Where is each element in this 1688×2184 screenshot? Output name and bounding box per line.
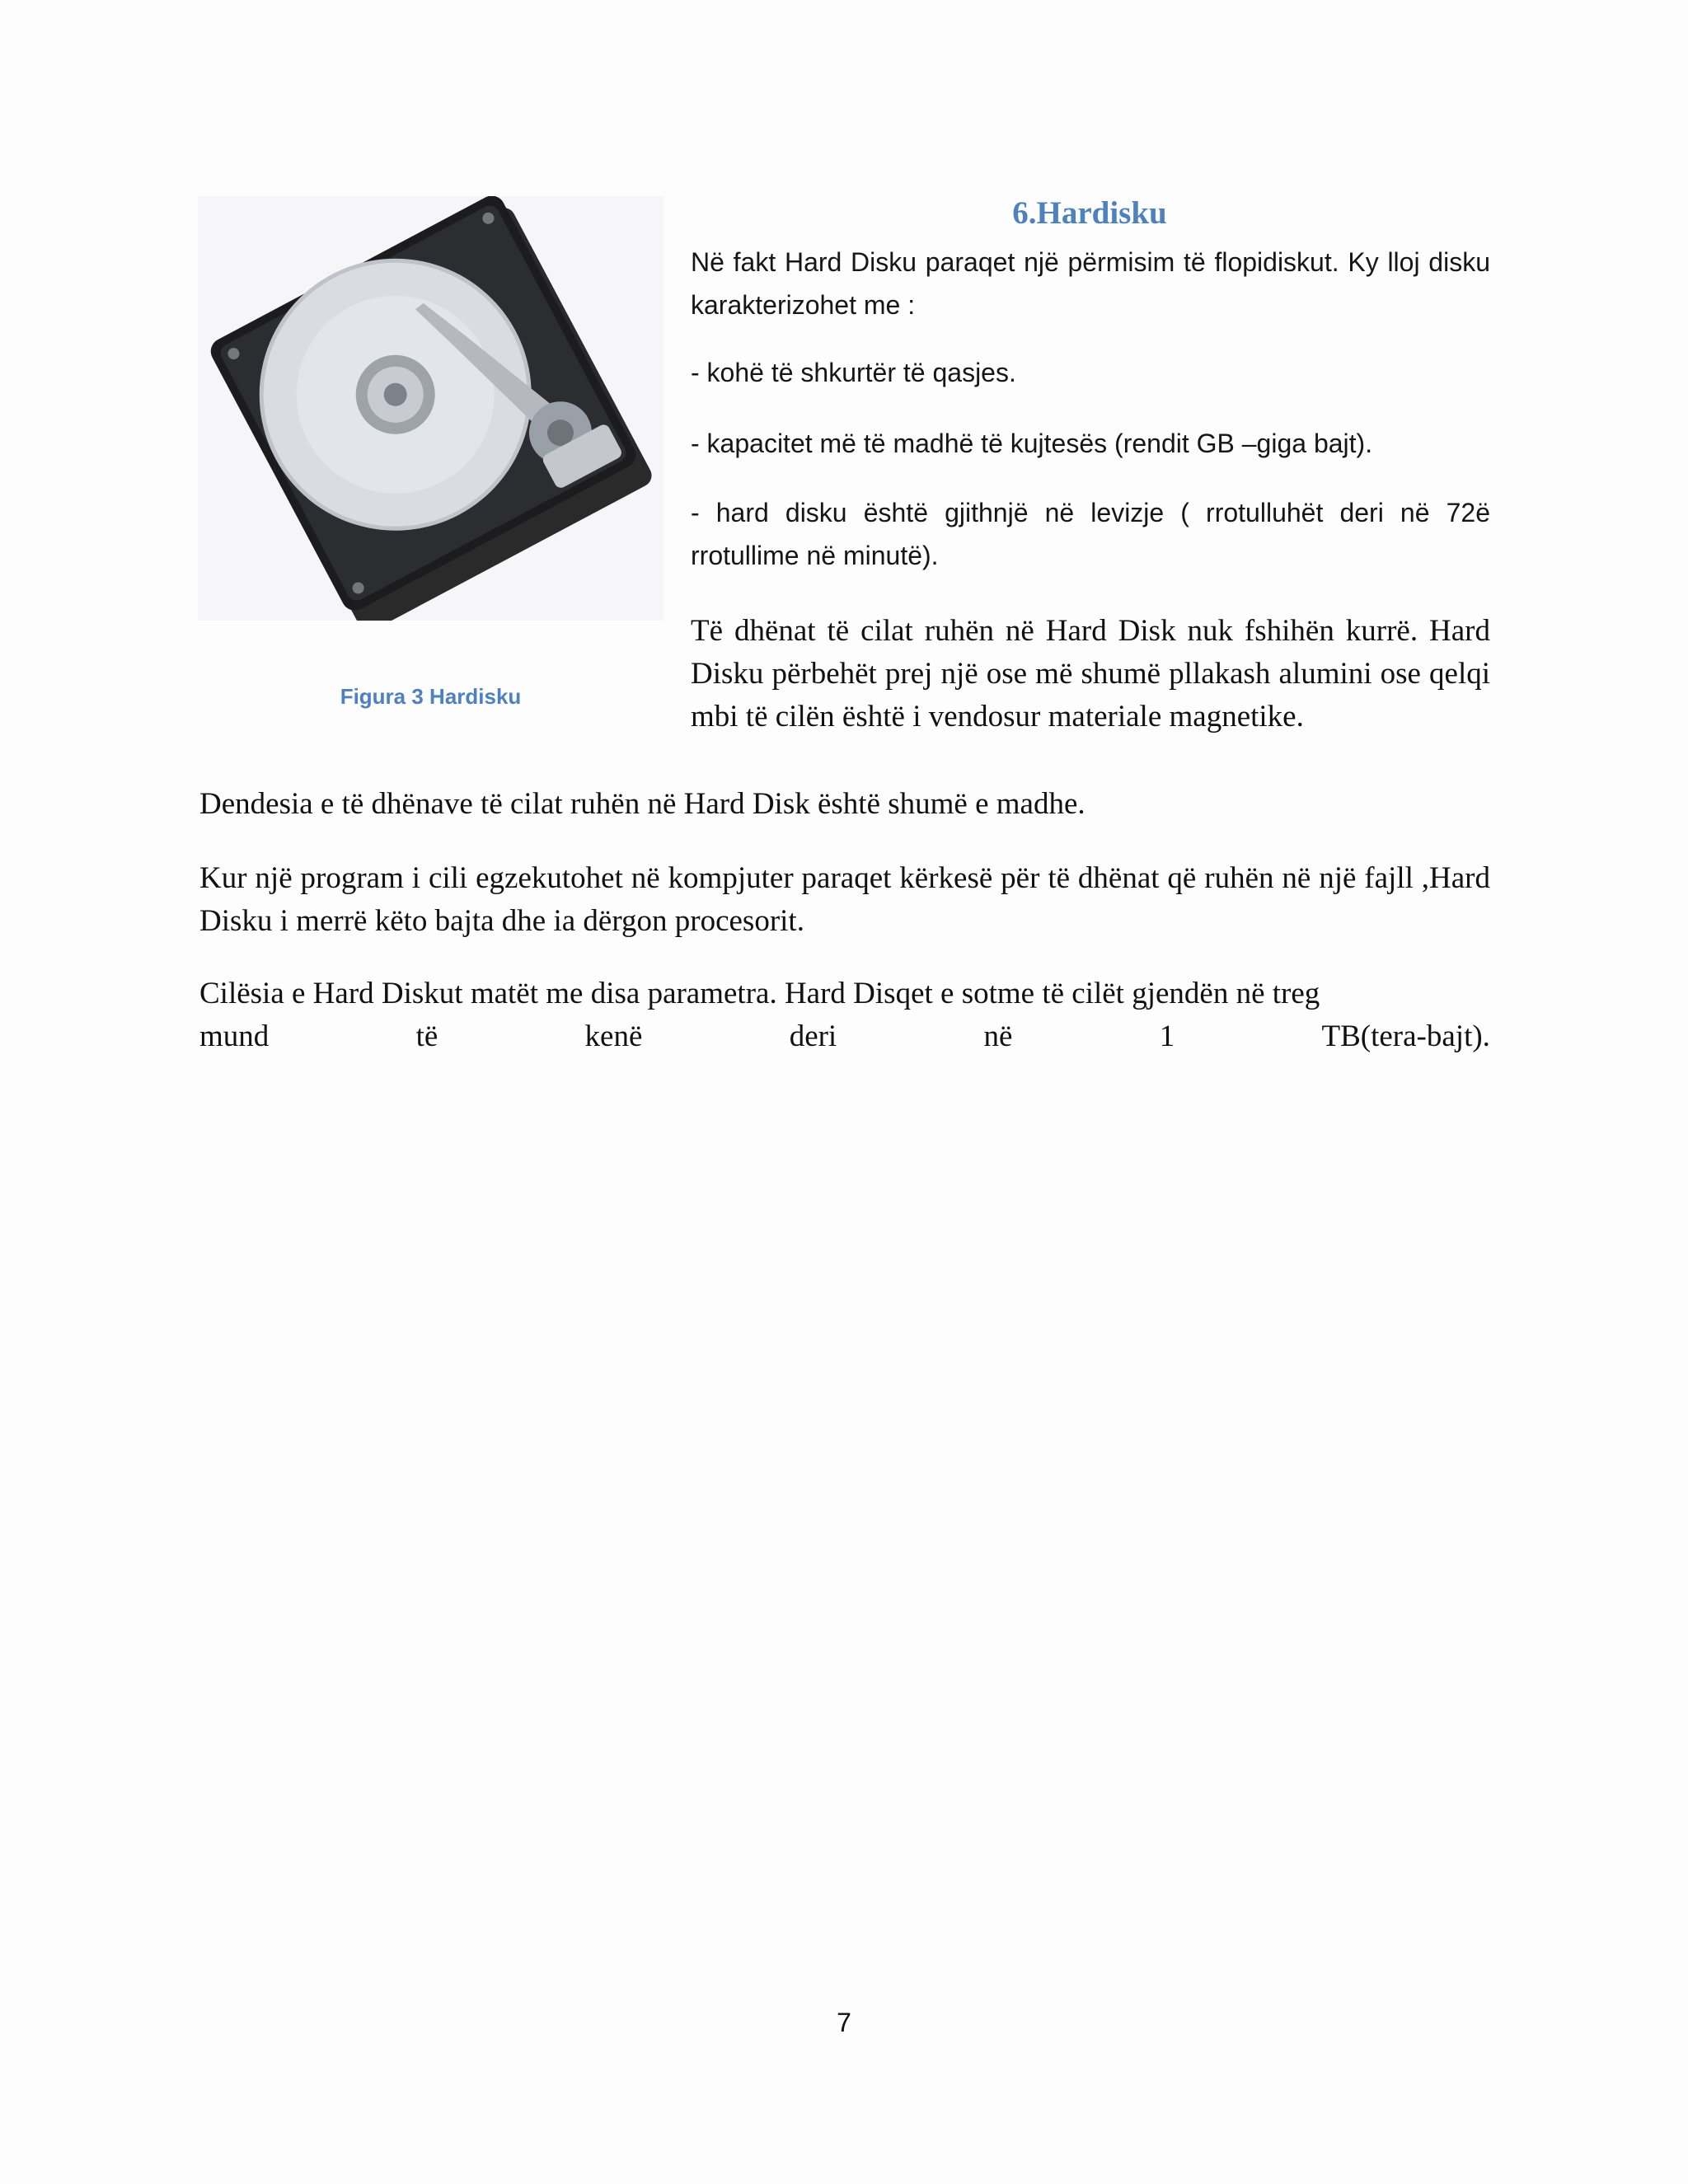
word: të: [415, 1019, 438, 1053]
density-paragraph: Dendesia e të dhënave të cilat ruhën në Hard Disk është shumë e madhe.: [199, 787, 1085, 821]
quality-paragraph-last-line: [199, 1015, 1490, 1058]
word: kenë: [584, 1019, 643, 1053]
list-item: - hard disku është gjithnjë në levizje ( rrotulluhët deri në 72ë rrotullime në minutë).: [691, 498, 1490, 570]
figure-caption: Figura 3 Hardisku: [340, 684, 522, 709]
word: në: [983, 1019, 1013, 1053]
page-number: 7: [837, 2008, 851, 2037]
section-heading: 6.Hardisku: [1012, 195, 1167, 231]
data-paragraph: Të dhënat të cilat ruhën në Hard Disk nuk fshihën kurrë. Hard Disku përbehët prej një ose më shumë pllakash alumini ose qelqi mbi të cilën është i vendosur materiale magnetike.: [691, 614, 1490, 733]
program-paragraph: Kur një program i cili egzekutohet në kompjuter paraqet kërkesë për të dhënat që ruhën në një fajll ,Hard Disku i merrë këto bajta dhe ia dërgon procesorit.: [199, 861, 1490, 938]
word: TB(tera-bajt).: [1321, 1019, 1490, 1053]
list-item: - kohë të shkurtër të qasjes.: [691, 358, 1016, 387]
word: 1: [1159, 1019, 1175, 1053]
word: deri: [789, 1019, 837, 1053]
quality-paragraph: Cilësia e Hard Diskut matët me disa parametra. Hard Disqet e sotme të cilët gjendën në treg: [199, 977, 1320, 1010]
list-item: - kapacitet më të madhë të kujtesës (rendit GB –giga bajt).: [691, 429, 1373, 458]
hard-disk-figure: [198, 196, 663, 621]
word: mund: [199, 1019, 270, 1053]
intro-paragraph: Në fakt Hard Disku paraqet një përmisim të flopidiskut. Ky lloj disku karakterizohet me :: [691, 247, 1490, 320]
hard-disk-icon: [198, 196, 663, 621]
